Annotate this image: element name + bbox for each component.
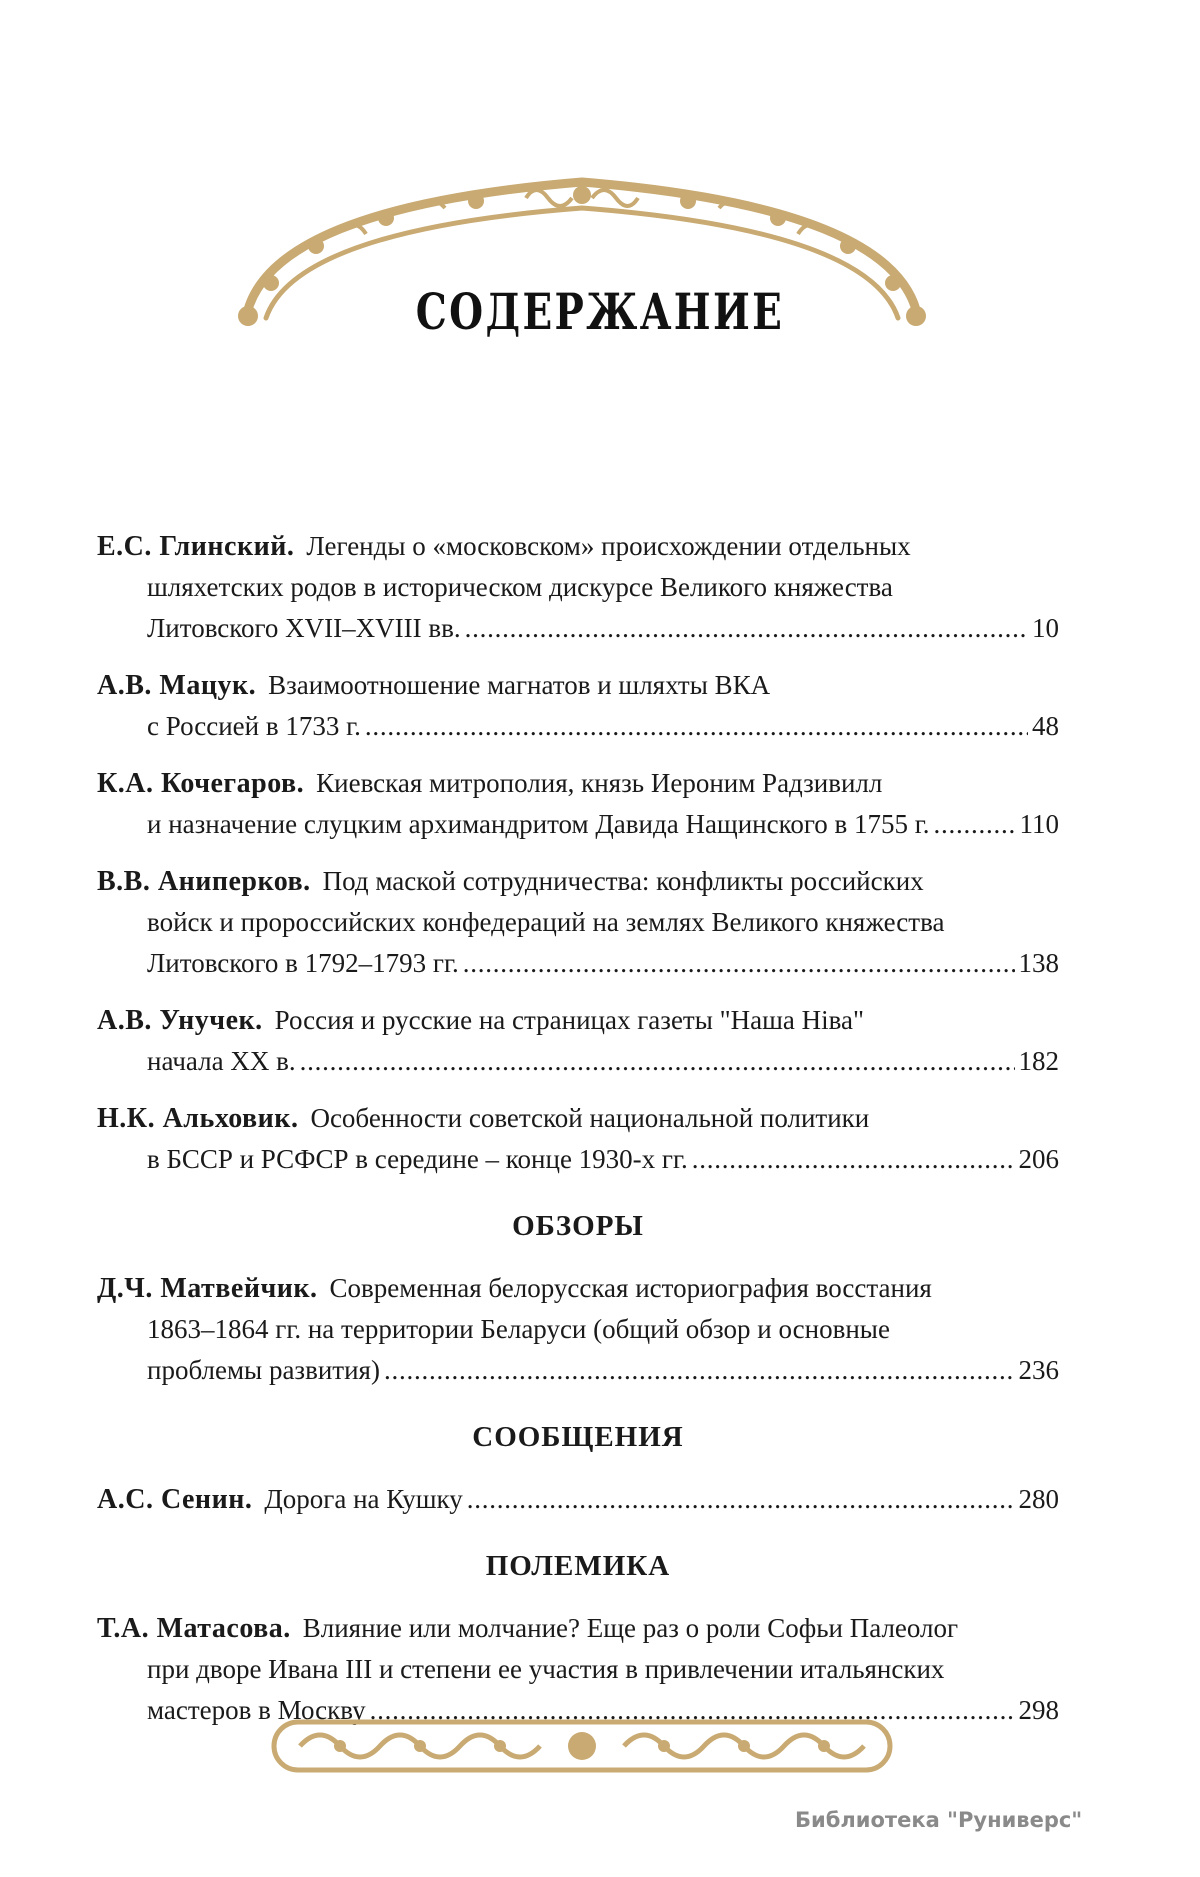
toc-entry[interactable]: [97, 1268, 1059, 1391]
entry-title-line: шляхетских родов в историческом дискурсе Великого княжества: [147, 572, 893, 602]
toc-entry[interactable]: [97, 1000, 1059, 1082]
entry-page-number: 182: [1018, 1046, 1059, 1076]
entry-author: А.С. Сенин.: [97, 1484, 253, 1515]
entry-title-line: Россия и русские на страницах газеты "Наша Ніва": [274, 1005, 865, 1035]
entry-title-last-line: начала XX в.: [147, 1046, 296, 1076]
toc-entry[interactable]: [97, 1479, 1059, 1520]
toc-entry[interactable]: [97, 526, 1059, 649]
entry-page-number: 48: [1032, 711, 1059, 741]
dot-leader: [465, 608, 1028, 649]
entry-author: А.В. Мацук.: [97, 670, 257, 701]
entry-page-number: 110: [1019, 809, 1059, 839]
entry-title-line: Киевская митрополия, князь Иероним Радзивилл: [316, 768, 883, 798]
entry-page-number: 138: [1018, 948, 1059, 978]
entry-title-last-line: Литовского XVII–XVIII вв.: [147, 613, 461, 643]
entry-author: В.В. Аниперков.: [97, 866, 311, 897]
entry-title-line: Легенды о «московском» происхождении отдельных: [306, 531, 911, 561]
dot-leader: [463, 943, 1015, 984]
entry-page-number: 298: [1018, 1695, 1059, 1725]
entry-title-line: Современная белорусская историография восстания: [329, 1273, 932, 1303]
entry-title-line: Особенности советской национальной политики: [310, 1103, 870, 1133]
table-of-contents: [97, 526, 1059, 1747]
page-title: СОДЕРЖАНИЕ: [415, 282, 785, 341]
entry-title-last-line: Литовского в 1792–1793 гг.: [147, 948, 459, 978]
toc-entry[interactable]: [97, 1608, 1059, 1731]
entry-title-last-line: проблемы развития): [147, 1355, 380, 1385]
toc-entry[interactable]: [97, 665, 1059, 747]
entry-author: Т.А. Матасова.: [97, 1613, 291, 1644]
entry-author: К.А. Кочегаров.: [97, 768, 305, 799]
entry-page-number: 10: [1032, 613, 1059, 643]
entry-title-line: Взаимоотношение магнатов и шляхты ВКА: [268, 670, 771, 700]
entry-title-line: Под маской сотрудничества: конфликты российских: [322, 866, 924, 896]
dot-leader: [300, 1041, 1015, 1082]
section-heading-reviews: ОБЗОРЫ: [512, 1210, 644, 1242]
dot-leader: [692, 1139, 1015, 1180]
entry-page-number: 236: [1018, 1355, 1059, 1385]
dot-leader: [365, 706, 1028, 747]
entry-title-line: войск и пророссийских конфедераций на землях Великого княжества: [147, 907, 945, 937]
entry-page-number: 280: [1018, 1484, 1059, 1514]
entry-title-last-line: в БССР и РСФСР в середине – конце 1930-х гг.: [147, 1144, 688, 1174]
entry-title-line: при дворе Ивана III и степени ее участия в привлечении итальянских: [147, 1654, 945, 1684]
entry-title-last-line: Дорога на Кушку: [264, 1484, 463, 1514]
toc-entry[interactable]: [97, 763, 1059, 845]
entry-author: Е.С. Глинский.: [97, 531, 295, 562]
dot-leader: [467, 1479, 1015, 1520]
section-heading-reports: СООБЩЕНИЯ: [472, 1421, 684, 1453]
entry-author: Н.К. Альховик.: [97, 1103, 299, 1134]
ornamental-band-icon: [270, 1718, 894, 1774]
toc-entry[interactable]: [97, 1098, 1059, 1180]
watermark: Библиотека "Руниверс": [795, 1808, 1083, 1832]
entry-title-last-line: с Россией в 1733 г.: [147, 711, 361, 741]
entry-title-line: 1863–1864 гг. на территории Беларуси (общий обзор и основные: [147, 1314, 890, 1344]
entry-title-line: Влияние или молчание? Еще раз о роли Софьи Палеолог: [302, 1613, 959, 1643]
dot-leader: [384, 1350, 1015, 1391]
entry-page-number: 206: [1018, 1144, 1059, 1174]
entry-title-last-line: и назначение слуцким архимандритом Давида Нащинского в 1755 г.: [147, 809, 930, 839]
dot-leader: [934, 804, 1016, 845]
entry-author: А.В. Унучек.: [97, 1005, 263, 1036]
entry-author: Д.Ч. Матвейчик.: [97, 1273, 318, 1304]
toc-entry[interactable]: [97, 861, 1059, 984]
entry-title-last-line: мастеров в Москву: [147, 1695, 366, 1725]
section-heading-polemics: ПОЛЕМИКА: [485, 1550, 671, 1582]
